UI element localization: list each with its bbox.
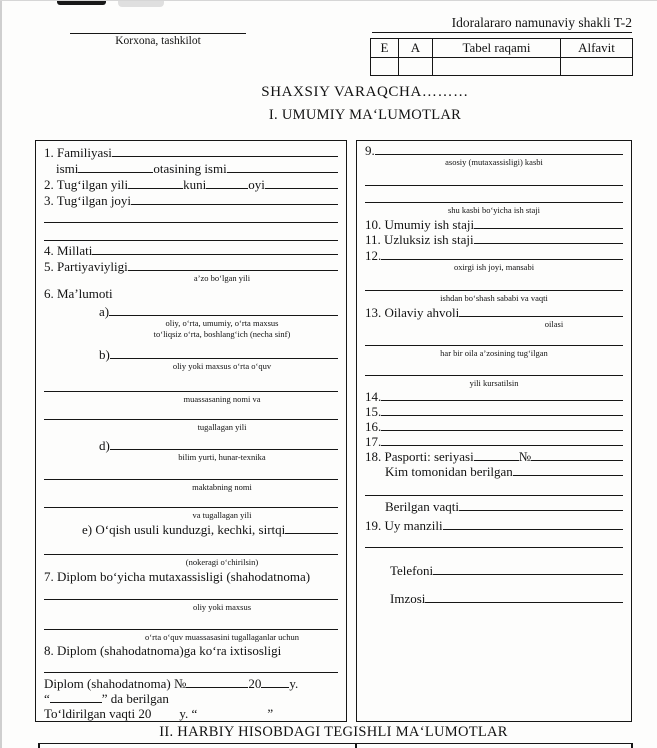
blank-field-line — [261, 687, 289, 688]
form-row — [365, 551, 623, 578]
form-row — [44, 644, 338, 658]
form-row — [365, 578, 623, 606]
blank-field-line — [285, 533, 338, 534]
form-row — [44, 374, 338, 395]
form-row — [44, 342, 338, 362]
field-label: Telefoni — [390, 563, 434, 579]
field-label: 4. Millati — [44, 243, 93, 259]
form-row — [44, 160, 338, 176]
blank-field-line — [44, 240, 338, 241]
form-row — [44, 258, 338, 274]
blank-field-line — [365, 202, 623, 203]
field-label: № — [518, 449, 532, 465]
form-row — [44, 494, 338, 511]
blank-field-line — [186, 687, 248, 688]
form-row — [44, 406, 338, 423]
field-caption: o‘rta o‘quv muassasasini tugallaganlar uchun — [145, 632, 299, 642]
scan-edge — [0, 0, 2, 748]
table-border-tick — [355, 744, 357, 748]
form-row — [44, 464, 338, 483]
blank-field-line — [365, 185, 623, 186]
id-table — [370, 38, 633, 76]
field-label: kuni — [183, 177, 207, 193]
field-label: 12. — [365, 248, 382, 264]
organization-label: Korxona, tashkilot — [115, 35, 201, 47]
field-label: y. “ — [179, 706, 198, 722]
form-row — [44, 676, 338, 691]
blank-field-line — [44, 479, 338, 480]
form-row — [365, 514, 623, 533]
field-label: 5. Partiyaviyligi — [44, 259, 128, 275]
field-caption: oliy yoki maxsus — [192, 602, 252, 612]
blank-field-line — [109, 315, 338, 316]
blank-field-line — [381, 400, 623, 401]
form-row — [44, 537, 338, 558]
form-row — [44, 569, 338, 584]
form-row — [44, 226, 338, 244]
field-label: 19. Uy manzili — [365, 518, 443, 534]
scan-artifact — [118, 0, 164, 7]
form-row — [44, 584, 338, 603]
field-label: d) — [99, 438, 110, 454]
field-label: 6. Ma’lumoti — [44, 286, 113, 302]
form-row — [365, 247, 623, 263]
field-label: 16. — [365, 419, 382, 435]
form-row — [44, 658, 338, 676]
field-label: 18. Pasporti: seriyasi — [365, 449, 474, 465]
form-row — [365, 419, 623, 434]
blank-field-line — [265, 188, 338, 189]
form-row — [44, 176, 338, 192]
blank-field-line — [44, 554, 338, 555]
blank-field-line — [365, 547, 623, 548]
section2-title: II. HARBIY HISOBDAGI TEGISHLI MA‘LUMOTLAR — [159, 724, 508, 740]
form-row — [44, 522, 338, 537]
form-row — [365, 479, 623, 499]
blank-field-line — [365, 290, 623, 291]
form-row — [365, 189, 623, 206]
field-label: Imzosi — [390, 591, 426, 607]
field-caption: to‘liqsiz o‘rta, boshlang‘ich (necha sinf) — [153, 329, 291, 339]
field-label: e) O‘qish usuli kunduzgi, kechki, sirtqi — [82, 522, 286, 538]
blank-field-line — [128, 188, 183, 189]
field-caption: ishdan bo‘shash sababi va vaqti — [440, 293, 548, 303]
form-row — [44, 691, 338, 706]
id-table-cell-empty — [399, 58, 433, 76]
field-label: 14. — [365, 389, 382, 405]
id-table-col-a: A — [399, 39, 433, 58]
blank-field-line — [381, 445, 623, 446]
form-row — [365, 217, 623, 232]
field-label: 1. Familiyasi — [44, 145, 112, 161]
blank-field-line — [365, 375, 623, 376]
field-label: oyi — [248, 177, 265, 193]
blank-field-line — [227, 172, 338, 173]
field-caption: shu kasbi bo‘yicha ish staji — [447, 205, 541, 215]
blank-field-line — [50, 702, 102, 703]
blank-field-line — [110, 358, 338, 359]
form-row — [365, 464, 623, 479]
blank-field-line — [44, 222, 338, 223]
form-row — [365, 390, 623, 404]
blank-field-line — [381, 415, 623, 416]
form-row — [44, 301, 338, 319]
form-row — [44, 285, 338, 301]
field-label: 11. Uzluksiz ish staji — [365, 232, 474, 248]
field-label: ismi — [56, 161, 79, 177]
blank-field-line — [381, 430, 623, 431]
field-caption: asosiy (mutaxassisligi) kasbi — [445, 157, 543, 167]
field-label: 3. Tug‘ilgan joyi — [44, 193, 132, 209]
form-code-label: Idoralararo namunaviy shakli T-2 — [372, 15, 632, 33]
blank-field-line — [375, 154, 623, 155]
field-caption: har bir oila a’zosining tug‘ilgan — [440, 348, 548, 358]
form-row — [44, 614, 338, 633]
field-label: 7. Diplom bo‘yicha mutaxassisligi (shahodatnoma) — [44, 569, 311, 585]
field-label: 8. Diplom (shahodatnoma)ga ko‘ra ixtisosligi — [44, 643, 282, 659]
blank-field-line — [44, 629, 338, 630]
blank-field-line — [92, 254, 338, 255]
form-row — [365, 499, 623, 514]
field-caption: yili kursatilsin — [469, 378, 519, 388]
form-row — [44, 434, 338, 453]
id-table-col-alfavit: Alfavit — [561, 39, 633, 58]
field-caption: oliy yoki maxsus o‘rta o‘quv — [172, 361, 272, 371]
blank-field-line — [78, 172, 153, 173]
field-label: 10. Umumiy ish staji — [365, 217, 475, 233]
blank-field-line — [381, 259, 623, 260]
blank-field-line — [474, 460, 519, 461]
form-row — [365, 449, 623, 464]
form-row — [365, 305, 623, 320]
page-title: SHAXSIY VARAQCHA……… — [261, 84, 469, 100]
field-label: 9. — [365, 143, 375, 159]
field-label: Diplom (shahodatnoma) № — [44, 676, 187, 692]
form-row — [365, 533, 623, 551]
field-caption: (nokeragi o‘chirilsin) — [185, 557, 259, 567]
field-label: 17. — [365, 434, 382, 450]
form-row — [365, 144, 623, 158]
form-row — [365, 169, 623, 189]
table-border-tick — [38, 744, 40, 748]
id-table-cell-empty — [433, 58, 561, 76]
blank-field-line — [44, 672, 338, 673]
blank-field-line — [365, 345, 623, 346]
field-label: 15. — [365, 404, 382, 420]
form-row — [365, 331, 623, 349]
blank-field-line — [513, 475, 623, 476]
field-caption: a’zo bo‘lgan yili — [193, 273, 251, 283]
form-row — [44, 192, 338, 208]
blank-field-line — [44, 419, 338, 420]
field-label: Kim tomonidan berilgan — [385, 464, 513, 480]
field-label: ” — [267, 706, 274, 722]
form-row — [44, 208, 338, 226]
form-row — [44, 706, 338, 721]
scan-edge — [0, 0, 657, 1]
section1-title: I. UMUMIY MA‘LUMOTLAR — [268, 107, 462, 123]
blank-field-line — [459, 510, 623, 511]
field-caption: muassasaning nomi va — [183, 394, 261, 404]
field-label: ” da berilgan — [101, 691, 169, 707]
field-label: y. — [289, 676, 299, 692]
blank-field-line — [128, 270, 338, 271]
blank-field-line — [474, 243, 623, 244]
field-caption: oilasi — [544, 319, 564, 329]
blank-field-line — [112, 156, 338, 157]
blank-field-line — [474, 228, 623, 229]
general-info-right-box — [356, 140, 632, 722]
form-row — [365, 274, 623, 294]
form-row — [365, 232, 623, 247]
blank-field-line — [44, 391, 338, 392]
organization-blank-line — [70, 12, 246, 34]
field-caption: oliy, o‘rta, umumiy, o‘rta maxsus — [165, 318, 279, 328]
form-row — [44, 244, 338, 258]
field-label: 20 — [248, 676, 262, 692]
blank-field-line — [206, 188, 248, 189]
field-caption: oxirgi ish joyi, mansabi — [453, 262, 535, 272]
id-table-cell-empty — [561, 58, 633, 76]
field-label: “ — [44, 691, 50, 707]
military-table-fragment — [38, 743, 633, 748]
blank-field-line — [365, 495, 623, 496]
table-border-tick — [631, 744, 633, 748]
field-caption: tugallagan yili — [197, 422, 247, 432]
id-table-col-tabel: Tabel raqami — [433, 39, 561, 58]
field-label: To‘ldirilgan vaqti 20 — [44, 706, 152, 722]
blank-field-line — [459, 316, 623, 317]
blank-field-line — [443, 529, 623, 530]
blank-field-line — [44, 507, 338, 508]
blank-field-line — [531, 460, 623, 461]
form-row — [365, 434, 623, 449]
field-label: 13. Oilaviy ahvoli — [365, 305, 460, 321]
field-label: a) — [99, 304, 110, 320]
form-row — [44, 144, 338, 160]
field-label: Berilgan vaqti — [385, 499, 460, 515]
blank-field-line — [110, 449, 338, 450]
form-row — [365, 360, 623, 379]
blank-field-line — [425, 602, 623, 603]
blank-field-line — [131, 204, 338, 205]
form-row — [365, 404, 623, 419]
general-info-left-box — [35, 140, 347, 722]
field-label: b) — [99, 347, 110, 363]
id-table-col-e: E — [371, 39, 399, 58]
field-caption: maktabning nomi — [192, 482, 252, 492]
field-caption: bilim yurti, hunar-texnika — [178, 452, 266, 462]
id-table-cell-empty — [371, 58, 399, 76]
blank-field-line — [44, 599, 338, 600]
field-caption: va tugallagan yili — [192, 510, 252, 520]
field-label: otasining ismi — [153, 161, 227, 177]
blank-field-line — [433, 574, 623, 575]
field-label: 2. Tug‘ilgan yili — [44, 177, 129, 193]
